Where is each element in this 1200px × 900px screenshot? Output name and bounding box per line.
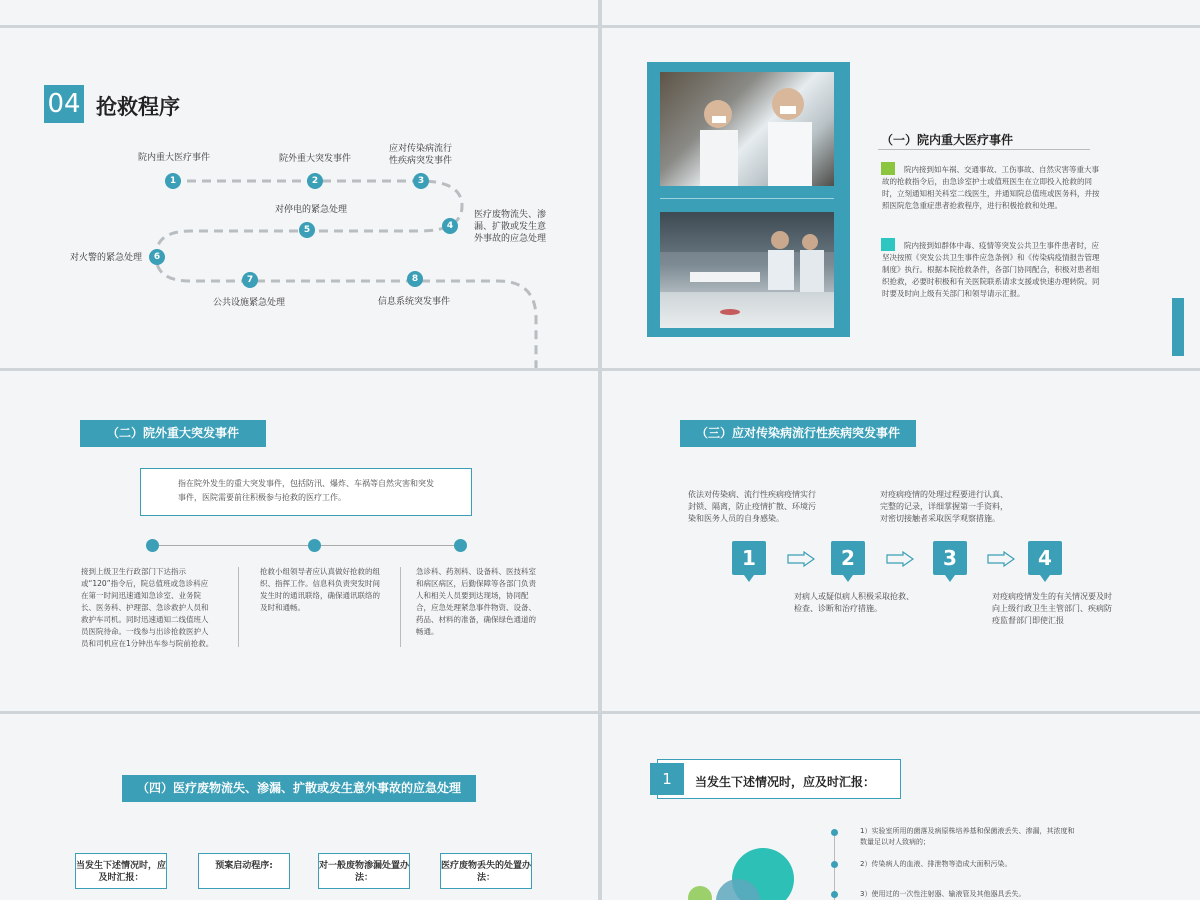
doctors-photo [660, 72, 834, 186]
column-text-3: 急诊科、药剂科、设备科、医技科室和病区病区，后勤保障等各部门负责人和相关人员要到达现场，协同配合，应急处理紧急事件物资、设备、药品、材料的准备，确保绿色通道的畅通。 [416, 567, 536, 636]
flow-node-4: 4 [442, 218, 458, 234]
flow-label-6: 对火警的紧急处理 [70, 253, 143, 263]
item-text-1: 1）实验室所用的菌落及病原株培养基和保菌液丢失、渗漏，其浓度和数量足以对人致病的； [860, 827, 1075, 846]
item-dot-3 [831, 891, 838, 898]
slide-medical-waste[interactable] [0, 714, 598, 900]
step-badge-3: 3 [933, 541, 967, 575]
step-badge-2: 2 [831, 541, 865, 575]
item-dot-1 [831, 829, 838, 836]
slide-reporting-conditions[interactable] [602, 714, 1200, 900]
arrow-right-icon [987, 551, 1015, 567]
item-dot-2 [831, 861, 838, 868]
heading-underline [878, 149, 1090, 150]
path-dashed-line [0, 28, 598, 368]
photo-divider [660, 198, 834, 199]
title-number-badge: 1 [650, 763, 684, 795]
flow-node-3: 3 [413, 173, 429, 189]
decor-circle-green [688, 886, 712, 900]
flow-label-2: 院外重大突发事件 [279, 154, 352, 164]
column-text-2: 抢救小组领导者应认真做好抢救的组织、指挥工作。信息科负责突发时间发生时的通讯联络，确保通讯联络的及时和通畅。 [260, 567, 380, 612]
timeline-dot-1 [146, 539, 159, 552]
arrow-right-icon [787, 551, 815, 567]
item-text-2: 2）传染病人的血液、排泄物等造成大面积污染。 [860, 860, 1012, 868]
column-divider-2 [400, 567, 401, 647]
flow-label-8: 信息系统突发事件 [378, 297, 451, 307]
slide-partial-top-left[interactable] [0, 0, 598, 25]
section-banner: （二）院外重大突发事件 [80, 420, 266, 447]
title-text: 当发生下述情况时，应及时汇报： [695, 775, 876, 789]
timeline-dot-3 [454, 539, 467, 552]
flow-node-8: 8 [407, 271, 423, 287]
section-number-badge: 04 [44, 85, 84, 123]
section-banner: （四）医疗废物流失、渗漏、扩散或发生意外事故的应急处理 [122, 775, 476, 802]
waste-box-plan: 预案启动程序: [198, 853, 290, 889]
emergency-photo [660, 212, 834, 328]
side-accent-bar [1172, 298, 1184, 356]
paragraph-2: 院内接到如群体中毒、疫情等突发公共卫生事件患者时，应坚决按照《突发公共卫生事件应急条例》和《传染病疫情报告管理制度》执行。根据本院抢救条件，各部门协同配合，积极对患者组织抢救，必要时积极和有关医院联系请求支援或快速办理转院。同时要及时向上级有关部门和领导请示汇报。 [882, 241, 1100, 298]
timeline-line [152, 545, 460, 546]
flow-node-1: 1 [165, 173, 181, 189]
step-text-4: 对疫病疫情发生的有关情况要及时向上级行政卫生主管部门、疾病防疫监督部门即使汇报 [992, 592, 1112, 625]
column-text-1: 接到上级卫生行政部门下达指示或“120”指令后，院总值班或急诊科应在第一时间迅速通知急诊室、业务院长、医务科、护理部、急诊救护人员和救护车司机。同时迅速通知二线值班人员医院待命。一线参与出诊抢救医护人员和司机应在1分钟出车参与院前抢救。 [81, 567, 214, 648]
flow-node-2: 2 [307, 173, 323, 189]
waste-box-report: 当发生下述情况时，应及时汇报： [75, 853, 167, 889]
waste-box-loss: 医疗废物丢失的处置办法： [440, 853, 532, 889]
slide-in-hospital-events[interactable] [602, 28, 1200, 368]
item-text-3: 3）使用过的一次性注射器、输液管及其他器具丢失。 [860, 890, 1026, 898]
section-heading: （一）院内重大医疗事件 [881, 133, 1014, 147]
flow-node-7: 7 [242, 272, 258, 288]
step-text-2: 对病人或疑似病人积极采取抢救、检查、诊断和治疗措施。 [794, 592, 914, 613]
arrow-right-icon [886, 551, 914, 567]
flow-label-3: 应对传染病流行性疾病突发事件 [389, 144, 453, 166]
flow-label-7: 公共设施紧急处理 [213, 298, 286, 308]
slide-out-hospital-events[interactable] [0, 371, 598, 711]
paragraph-1: 院内接到如车祸、交通事故、工伤事故、自然灾害等重大事故的抢救指令后，由急诊室护士或值班医生在立即投入抢救的同时，立刻通知相关科室二线医生，并通知院总值班或医务科，并按照医院危急重症患者抢救程序，进行积极抢救和处理。 [882, 165, 1100, 210]
slide-title: 抢救程序 [96, 95, 180, 119]
flow-label-4: 医疗废物流失、渗漏、扩散或发生意外事故的应急处理 [474, 210, 547, 244]
slide-partial-top-right[interactable] [602, 0, 1200, 25]
flow-node-6: 6 [149, 249, 165, 265]
waste-box-leak: 对一般废物渗漏处置办法： [318, 853, 410, 889]
step-text-3: 对疫病疫情的处理过程要进行认真、完整的记录，详细掌握第一手资料，对密切接触者采取医学观察措施。 [880, 490, 1008, 523]
step-badge-4: 4 [1028, 541, 1062, 575]
intro-text: 指在院外发生的重大突发事件，包括防汛、爆炸、车祸等自然灾害和突发事件，医院需要前往积极参与抢救的医疗工作。 [178, 479, 434, 502]
flow-node-5: 5 [299, 222, 315, 238]
flow-label-5: 对停电的紧急处理 [275, 205, 348, 215]
slide-rescue-procedure[interactable] [0, 28, 598, 368]
column-divider-1 [238, 567, 239, 647]
flow-label-1: 院内重大医疗事件 [138, 153, 211, 163]
step-badge-1: 1 [732, 541, 766, 575]
step-text-1: 依法对传染病、流行性疾病疫情实行封锁、隔离，防止疫情扩散、环境污染和医务人员的自身感染。 [688, 490, 816, 523]
section-banner: （三）应对传染病流行性疾病突发事件 [680, 420, 916, 447]
timeline-dot-2 [308, 539, 321, 552]
slide-infectious-disease[interactable] [602, 371, 1200, 711]
